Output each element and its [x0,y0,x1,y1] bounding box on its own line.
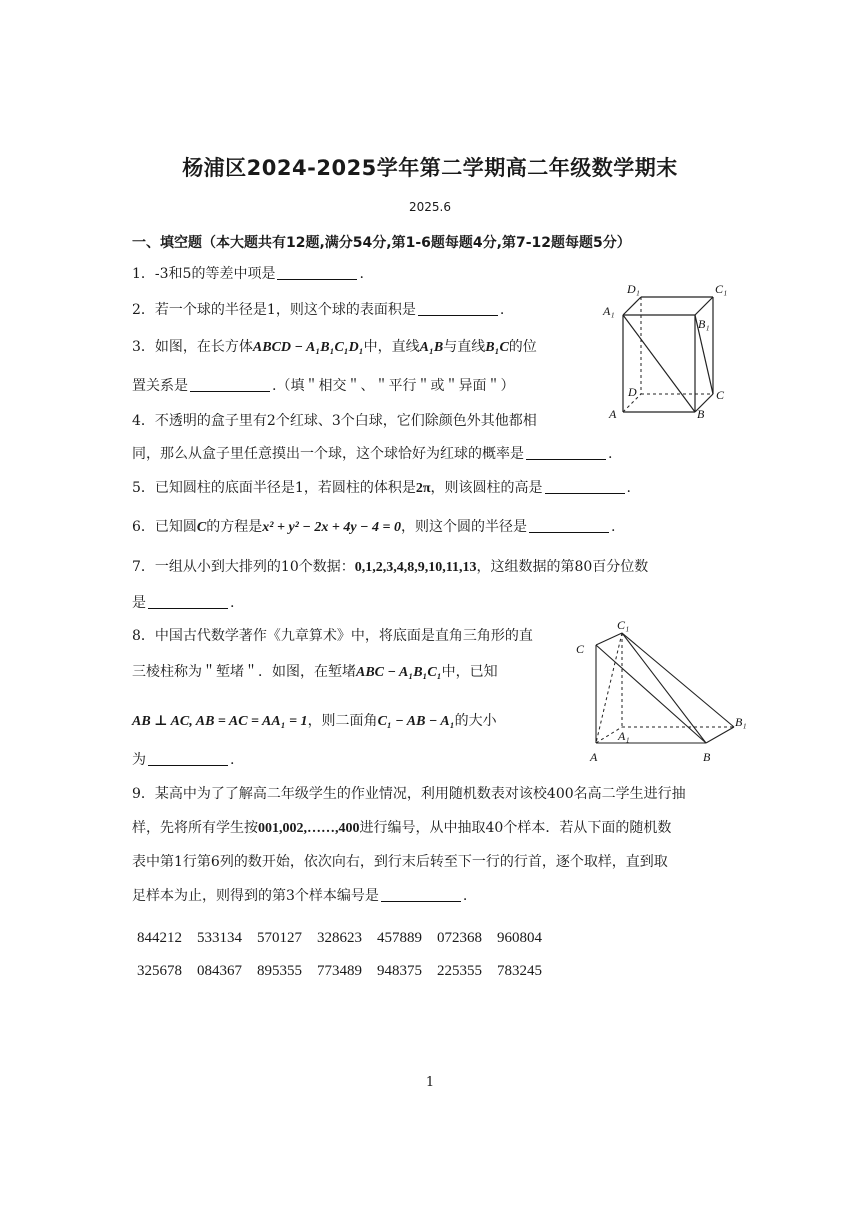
table-cell: 533134 [197,930,242,946]
page-number: 1 [425,1075,435,1090]
label-D: D [628,385,637,399]
random-table-row-1 [137,930,557,947]
question-9-line-2: 样，先将所有学生按001,002,……,400进行编号，从中抽取40个样本．若从下面的随机数 [132,820,672,836]
question-7-line-2: 是 . [132,595,235,611]
table-cell: 325678 [137,963,182,979]
question-3-line-2: 置关系是 .（填＂相交＂、＂平行＂或＂异面＂） [132,378,515,394]
label-B1: B₁ [698,317,710,331]
label-B1: B₁ [735,715,747,729]
answer-blank[interactable] [190,377,270,392]
answer-blank[interactable] [529,518,609,533]
label-C: C [716,388,725,402]
question-8-line-2: 三棱柱称为＂堑堵＂．如图，在堑堵ABC − A₁B₁C₁中，已知 [132,664,498,680]
label-C: C [576,642,585,656]
question-7: 7．一组从小到大排列的10个数据：0,1,2,3,4,8,9,10,11,13，这组数据的第80百分位数 [132,559,649,575]
question-8-line-4: 为 . [132,752,235,768]
random-table-row-2 [137,963,557,980]
exam-date: 2025.6 [409,200,451,214]
cuboid-figure [595,278,745,418]
answer-blank[interactable] [545,479,625,494]
question-2: 2．若一个球的半径是1，则这个球的表面积是 . [132,302,505,318]
table-cell: 072368 [437,930,482,946]
table-cell: 457889 [377,930,422,946]
table-cell: 084367 [197,963,242,979]
table-cell: 328623 [317,930,362,946]
table-cell: 895355 [257,963,302,979]
label-B: B [703,750,711,764]
label-B: B [697,407,705,418]
label-A: A [609,407,617,418]
question-4: 4．不透明的盒子里有2个红球、3个白球，它们除颜色外其他都相 [132,413,537,429]
table-cell: 844212 [137,930,182,946]
table-cell: 948375 [377,963,422,979]
table-cell: 225355 [437,963,482,979]
label-A1: A₁ [618,729,630,743]
question-3: 3．如图，在长方体ABCD − A₁B₁C₁D₁中，直线A₁B与直线B₁C的位 [132,339,537,355]
table-cell: 570127 [257,930,302,946]
question-8-line-3: AB ⊥ AC, AB = AC = AA₁ = 1，则二面角C₁ − AB − A₁的大小 [132,713,497,729]
label-C1: C₁ [715,282,728,296]
answer-blank[interactable] [418,301,498,316]
question-9-line-4: 足样本为止，则得到的第3个样本编号是 . [132,888,468,904]
label-A: A [590,750,598,764]
question-8: 8．中国古代数学著作《九章算术》中，将底面是直角三角形的直 [132,628,533,644]
table-cell: 783245 [497,963,542,979]
page-title: 杨浦区2024-2025学年第二学期高二年级数学期末 [182,156,678,180]
question-9: 9．某高中为了了解高二年级学生的作业情况，利用随机数表对该校400名高二学生进行抽 [132,786,686,802]
table-cell: 960804 [497,930,542,946]
section-heading: 一、填空题（本大题共有12题,满分54分,第1-6题每题4分,第7-12题每题5分） [132,235,631,251]
label-D1: D₁ [627,282,640,296]
answer-blank[interactable] [381,887,461,902]
answer-blank[interactable] [148,594,228,609]
answer-blank[interactable] [277,265,357,280]
table-cell: 773489 [317,963,362,979]
label-A1: A₁ [603,304,615,318]
label-C1: C₁ [617,618,630,632]
answer-blank[interactable] [526,445,606,460]
question-5: 5．已知圆柱的底面半径是1，若圆柱的体积是2π，则该圆柱的高是 . [132,480,631,496]
question-1: 1．-3和5的等差中项是 . [132,266,364,282]
answer-blank[interactable] [148,751,228,766]
question-4-line-2: 同，那么从盒子里任意摸出一个球，这个球恰好为红球的概率是 . [132,446,613,462]
prism-figure [570,615,760,767]
question-6: 6．已知圆C的方程是x² + y² − 2x + 4y − 4 = 0，则这个圆的半径是 . [132,519,616,535]
question-9-line-3: 表中第1行第6列的数开始，依次向右，到行末后转至下一行的行首，逐个取样，直到取 [132,854,668,870]
